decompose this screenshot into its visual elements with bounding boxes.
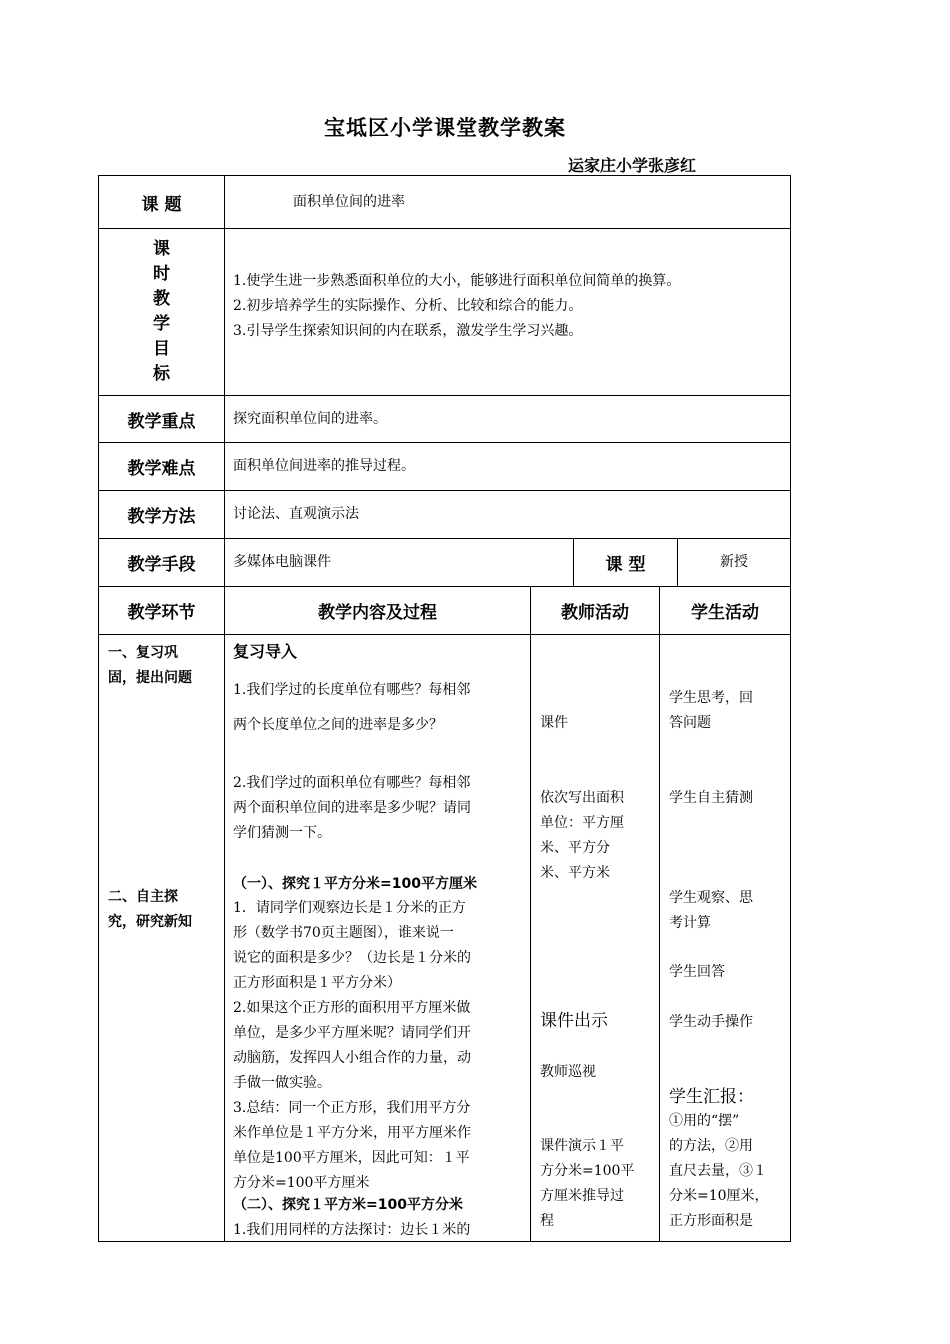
document-title: 宝坻区小学课堂教学教案 xyxy=(324,116,566,140)
stage-line: 固，提出问题 xyxy=(108,670,192,686)
stage-line: 二、自主探 xyxy=(108,889,178,905)
text-line: 米、平方米 xyxy=(540,865,610,881)
student-report xyxy=(669,1109,769,1234)
text-line: 单位，是多少平方厘米呢？请同学们开 xyxy=(233,1025,471,1041)
teacher-activity-2 xyxy=(540,786,652,886)
teacher-column xyxy=(530,634,660,1242)
stage-line: 一、复习巩 xyxy=(108,645,178,661)
section2-title: （二）、探究１平方米=100平方分米 xyxy=(233,1197,463,1213)
text-line: 学们猜测一下。 xyxy=(233,825,331,841)
text-line: 正方形面积是 xyxy=(669,1213,753,1229)
student-report-title: 学生汇报： xyxy=(669,1087,754,1107)
type-label: 课 型 xyxy=(573,538,678,587)
goals-label-char: 标 xyxy=(153,364,170,384)
goal-item: 2.初步培养学生的实际操作、分析、比较和综合的能力。 xyxy=(233,298,583,314)
student-activity-3 xyxy=(669,886,753,936)
key-value: 探究面积单位间的进率。 xyxy=(224,395,791,443)
goals-label-char: 学 xyxy=(153,314,170,334)
text-line: 1．请同学们观察边长是１分米的正方 xyxy=(233,900,466,916)
text-line: 两个长度单位之间的进率是多少？ xyxy=(233,717,443,733)
goal-item: 1.使学生进一步熟悉面积单位的大小，能够进行面积单位间简单的换算。 xyxy=(233,273,681,289)
review-q1 xyxy=(233,673,470,743)
review-q2 xyxy=(233,771,471,846)
header-teacher: 教师活动 xyxy=(530,586,660,635)
text-line: 动脑筋，发挥四人小组合作的力量，动 xyxy=(233,1050,471,1066)
text-line: 米、平方分 xyxy=(540,840,610,856)
section1-title: （一）、探究１平方分米=100平方厘米 xyxy=(233,876,477,892)
topic-value: 面积单位间的进率 xyxy=(224,175,791,229)
text-line: 形（数学书70页主题图），谁来说一 xyxy=(233,925,454,941)
text-line: 答问题 xyxy=(669,715,711,731)
text-line: 手做一做实验。 xyxy=(233,1075,331,1091)
text-line: 方厘米推导过 xyxy=(540,1188,624,1204)
text-line: 方分米=100平方厘米 xyxy=(233,1175,370,1191)
text-line: 1.我们学过的长度单位有哪些？每相邻 xyxy=(233,682,471,698)
difficulty-value: 面积单位间进率的推导过程。 xyxy=(224,442,791,491)
topic-label: 课 题 xyxy=(98,175,225,229)
text-line: 3.总结：同一个正方形，我们用平方分 xyxy=(233,1100,471,1116)
student-activity-1 xyxy=(669,686,753,736)
stage-review xyxy=(108,641,192,691)
means-value: 多媒体电脑课件 xyxy=(224,538,574,587)
teacher-activity-4: 教师巡视 xyxy=(540,1064,596,1080)
text-line: 学生思考，回 xyxy=(669,690,753,706)
text-line: 方分米=100平 xyxy=(540,1163,635,1179)
text-line: 2.如果这个正方形的面积用平方厘米做 xyxy=(233,1000,471,1016)
means-label: 教学手段 xyxy=(98,538,225,587)
author-line: 运家庄小学张彦红 xyxy=(568,156,697,175)
student-activity-2: 学生自主猜测 xyxy=(669,790,753,806)
student-activity-4: 学生回答 xyxy=(669,964,725,980)
goals-label-cell xyxy=(98,228,225,396)
text-line: 直尺去量，③１ xyxy=(669,1163,767,1179)
section1-p3 xyxy=(233,1096,471,1196)
goals-label-char: 时 xyxy=(153,264,170,284)
goal-item: 3.引导学生探索知识间的内在联系，激发学生学习兴趣。 xyxy=(233,323,583,339)
student-activity-5: 学生动手操作 xyxy=(669,1014,753,1030)
text-line: 考计算 xyxy=(669,915,711,931)
text-line: 说它的面积是多少？（边长是１分米的 xyxy=(233,950,471,966)
section2-p1: 1.我们用同样的方法探讨：边长１米的 xyxy=(233,1222,471,1238)
goals-label-char: 教 xyxy=(153,289,170,309)
goals-label-char: 目 xyxy=(153,339,170,359)
review-title: 复习导入 xyxy=(233,642,298,661)
teacher-activity-5 xyxy=(540,1134,634,1234)
method-label: 教学方法 xyxy=(98,490,225,539)
teacher-activity-1: 课件 xyxy=(540,715,568,731)
text-line: 2.我们学过的面积单位有哪些？每相邻 xyxy=(233,775,471,791)
stage-column xyxy=(98,634,225,1242)
text-line: 正方形面积是１平方分米） xyxy=(233,975,401,991)
text-line: 的方法，②用 xyxy=(669,1138,753,1154)
content-column xyxy=(224,634,531,1242)
text-line: 学生观察、思 xyxy=(669,890,753,906)
header-stage: 教学环节 xyxy=(98,586,225,635)
text-line: 分米=10厘米， xyxy=(669,1188,769,1204)
text-line: ①用的“摆” xyxy=(669,1113,740,1129)
stage-line: 究，研究新知 xyxy=(108,914,192,930)
header-content: 教学内容及过程 xyxy=(224,586,531,635)
header-student: 学生活动 xyxy=(659,586,791,635)
method-value: 讨论法、直观演示法 xyxy=(224,490,791,539)
student-column xyxy=(659,634,791,1242)
goals-cell xyxy=(224,228,791,396)
text-line: 程 xyxy=(540,1213,554,1229)
key-label: 教学重点 xyxy=(98,395,225,443)
section1-p2 xyxy=(233,996,471,1096)
teacher-activity-3: 课件出示 xyxy=(540,1011,608,1031)
text-line: 依次写出面积 xyxy=(540,790,624,806)
difficulty-label: 教学难点 xyxy=(98,442,225,491)
goals-label-char: 课 xyxy=(153,239,170,259)
text-line: 米作单位是１平方分米，用平方厘米作 xyxy=(233,1125,471,1141)
text-line: 两个面积单位间的进率是多少呢？请同 xyxy=(233,800,471,816)
section1-p1 xyxy=(233,896,471,996)
text-line: 课件演示１平 xyxy=(540,1138,624,1154)
text-line: 单位是100平方厘米，因此可知：１平 xyxy=(233,1150,470,1166)
text-line: 单位：平方厘 xyxy=(540,815,624,831)
stage-explore xyxy=(108,885,192,935)
type-value: 新授 xyxy=(677,538,791,587)
goals-label xyxy=(153,237,170,387)
